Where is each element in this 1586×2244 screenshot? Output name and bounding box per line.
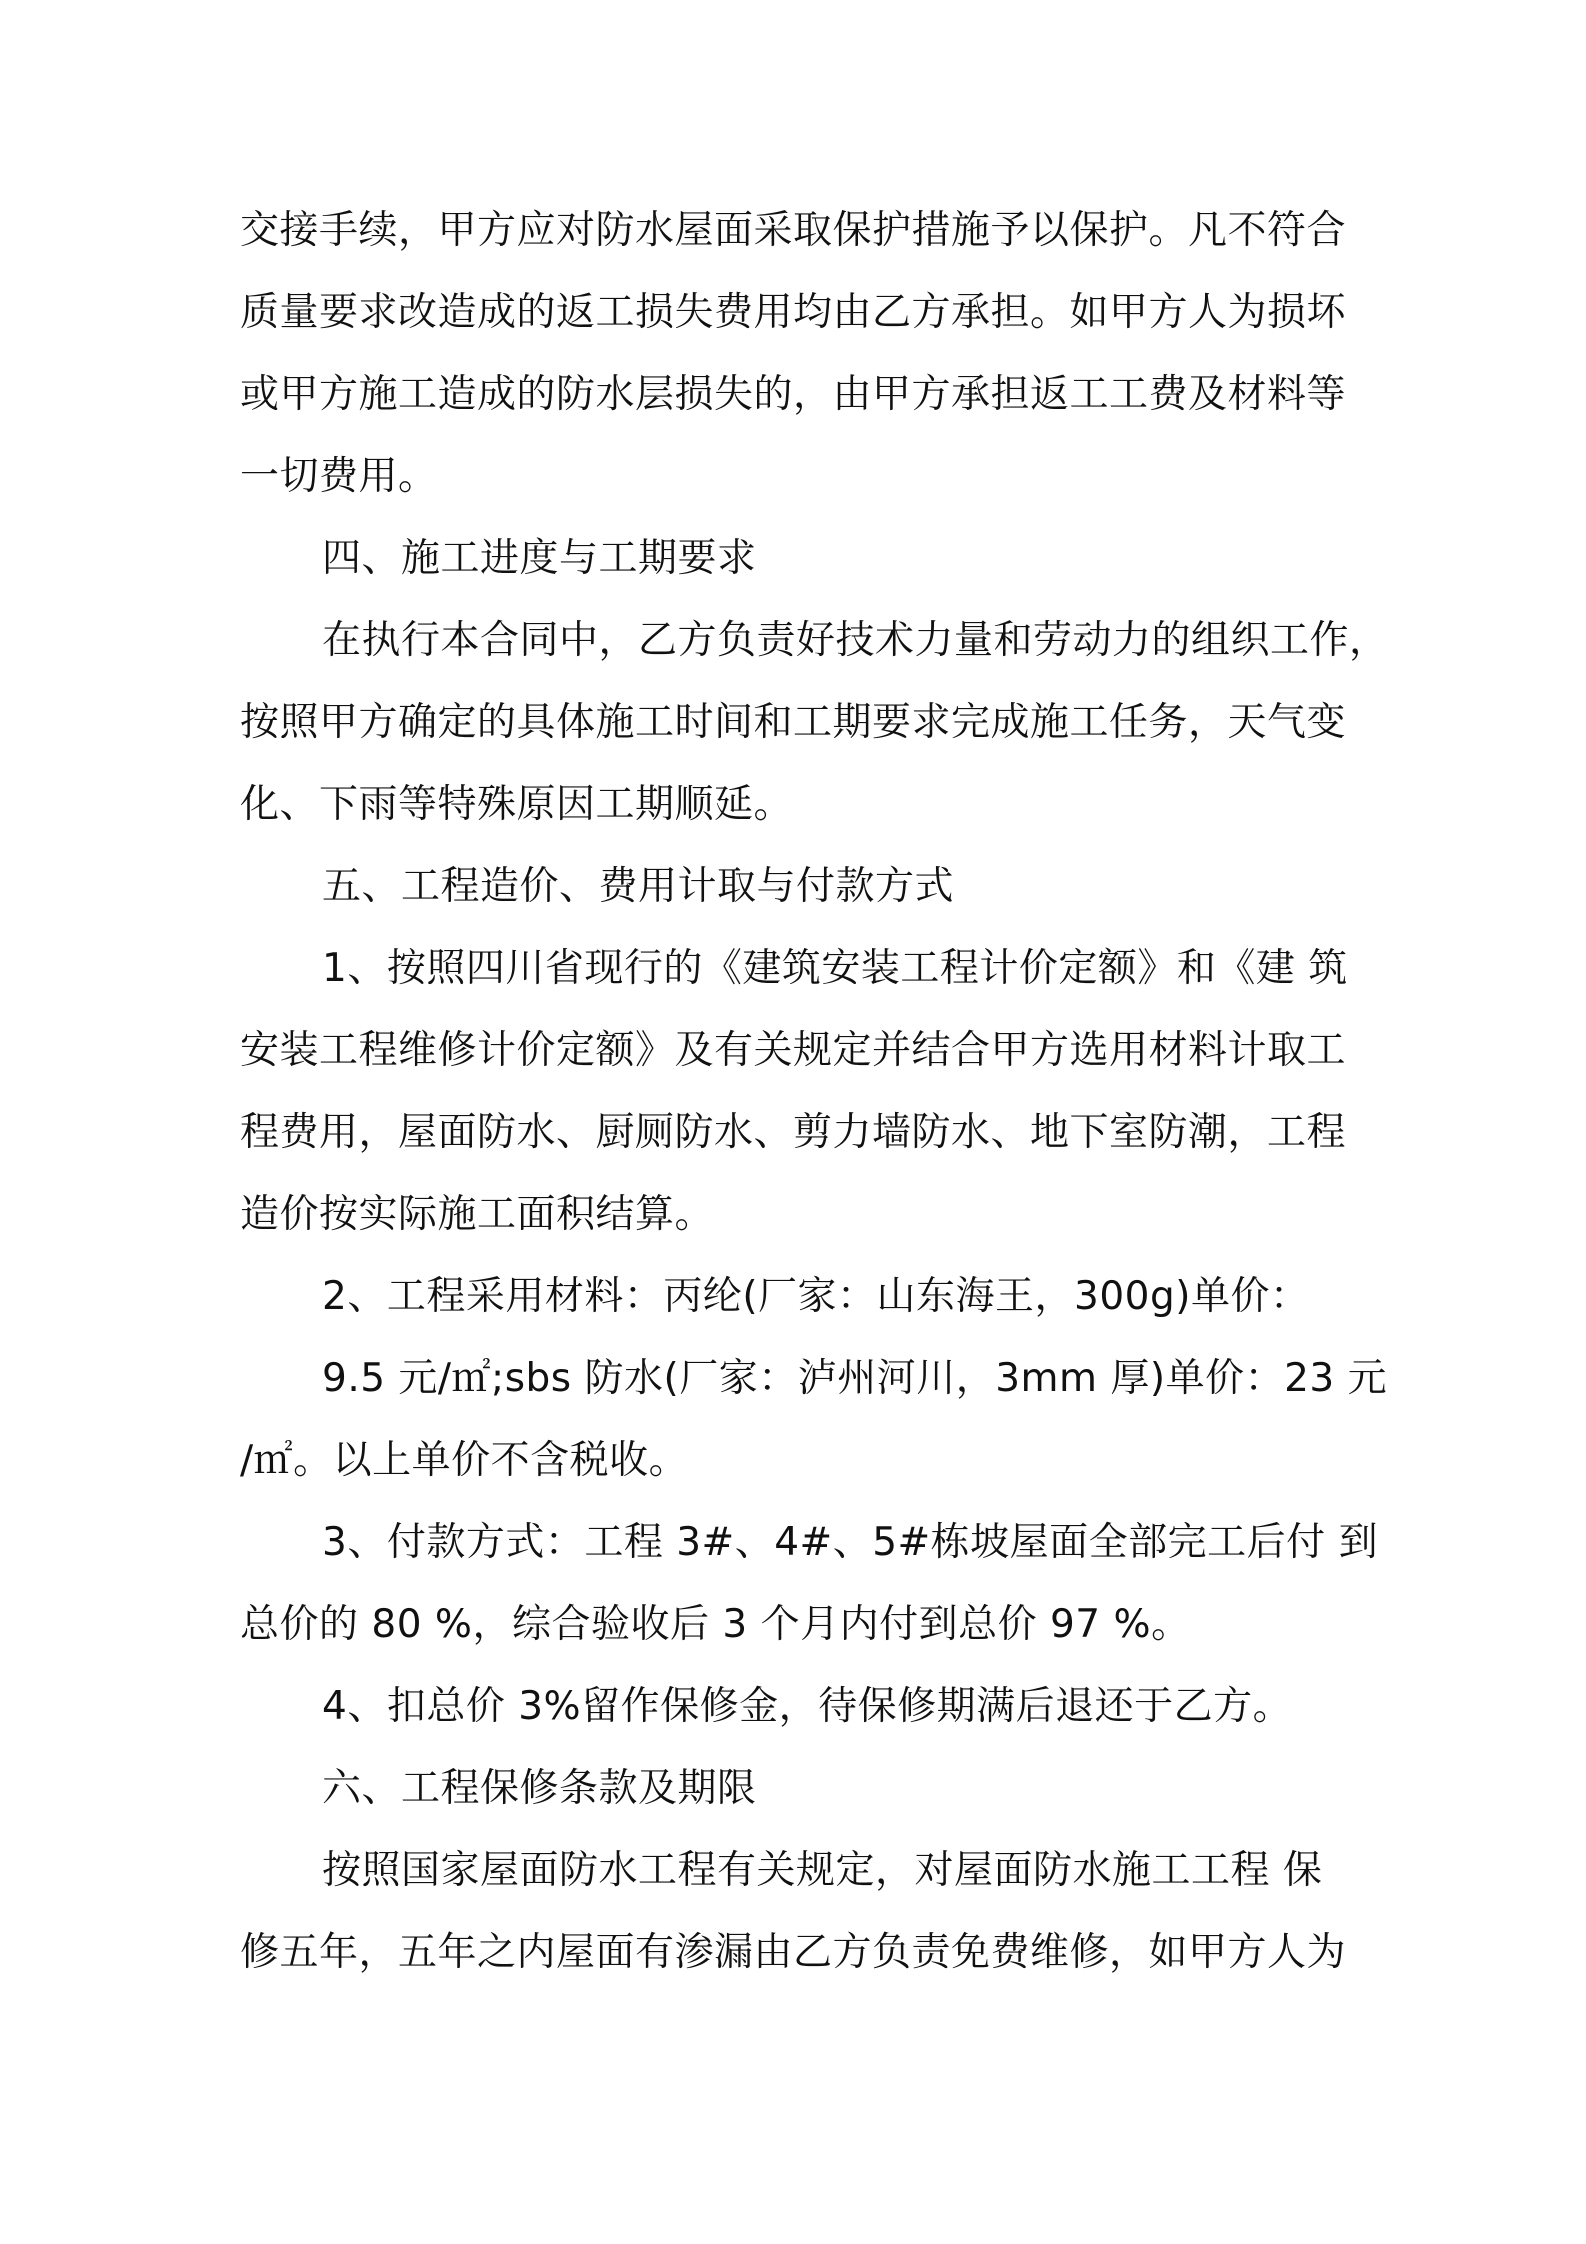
text-line-18: 总价的 80 %，综合验收后 3 个月内付到总价 97 %。 [240, 1602, 1191, 1647]
section-heading-6: 六、工程保修条款及期限 [322, 1766, 757, 1811]
text-line-17: 3、付款方式：工程 3#、4#、5#栋坡屋面全部完工后付 到 [322, 1520, 1379, 1565]
text-line-12: 程费用，屋面防水、厨厕防水、剪力墙防水、地下室防潮，工程 [240, 1110, 1347, 1155]
text-line-8: 化、下雨等特殊原因工期顺延。 [240, 782, 794, 827]
text-line-3: 或甲方施工造成的防水层损失的，由甲方承担返工工费及材料等 [240, 372, 1347, 417]
text-line-13: 造价按实际施工面积结算。 [240, 1192, 715, 1237]
text-line-1: 交接手续，甲方应对防水屋面采取保护措施予以保护。凡不符合 [240, 208, 1347, 253]
section-heading-4: 四、施工进度与工期要求 [322, 536, 757, 581]
text-line-11: 安装工程维修计价定额》及有关规定并结合甲方选用材料计取工 [240, 1028, 1347, 1073]
text-line-19: 4、扣总价 3%留作保修金，待保修期满后退还于乙方。 [322, 1684, 1293, 1729]
text-line-16: /㎡。以上单价不含税收。 [240, 1438, 689, 1483]
text-line-10: 1、按照四川省现行的《建筑安装工程计价定额》和《建 筑 [322, 946, 1348, 991]
text-line-2: 质量要求改造成的返工损失费用均由乙方承担。如甲方人为损坏 [240, 290, 1347, 335]
text-line-14: 2、工程采用材料：丙纶(厂家：山东海王，300g)单价： [322, 1274, 1310, 1319]
text-line-21: 按照国家屋面防水工程有关规定，对屋面防水施工工程 保 [322, 1848, 1323, 1893]
text-line-4: 一切费用。 [240, 454, 438, 499]
text-line-22: 修五年，五年之内屋面有渗漏由乙方负责免费维修，如甲方人为 [240, 1930, 1347, 1975]
text-line-7: 按照甲方确定的具体施工时间和工期要求完成施工任务，天气变 [240, 700, 1347, 745]
text-line-6: 在执行本合同中，乙方负责好技术力量和劳动力的组织工作， [322, 618, 1389, 663]
text-line-15: 9.5 元/㎡;sbs 防水(厂家：泸州河川，3mm 厚)单价：23 元 [322, 1356, 1388, 1401]
section-heading-5: 五、工程造价、费用计取与付款方式 [322, 864, 955, 909]
